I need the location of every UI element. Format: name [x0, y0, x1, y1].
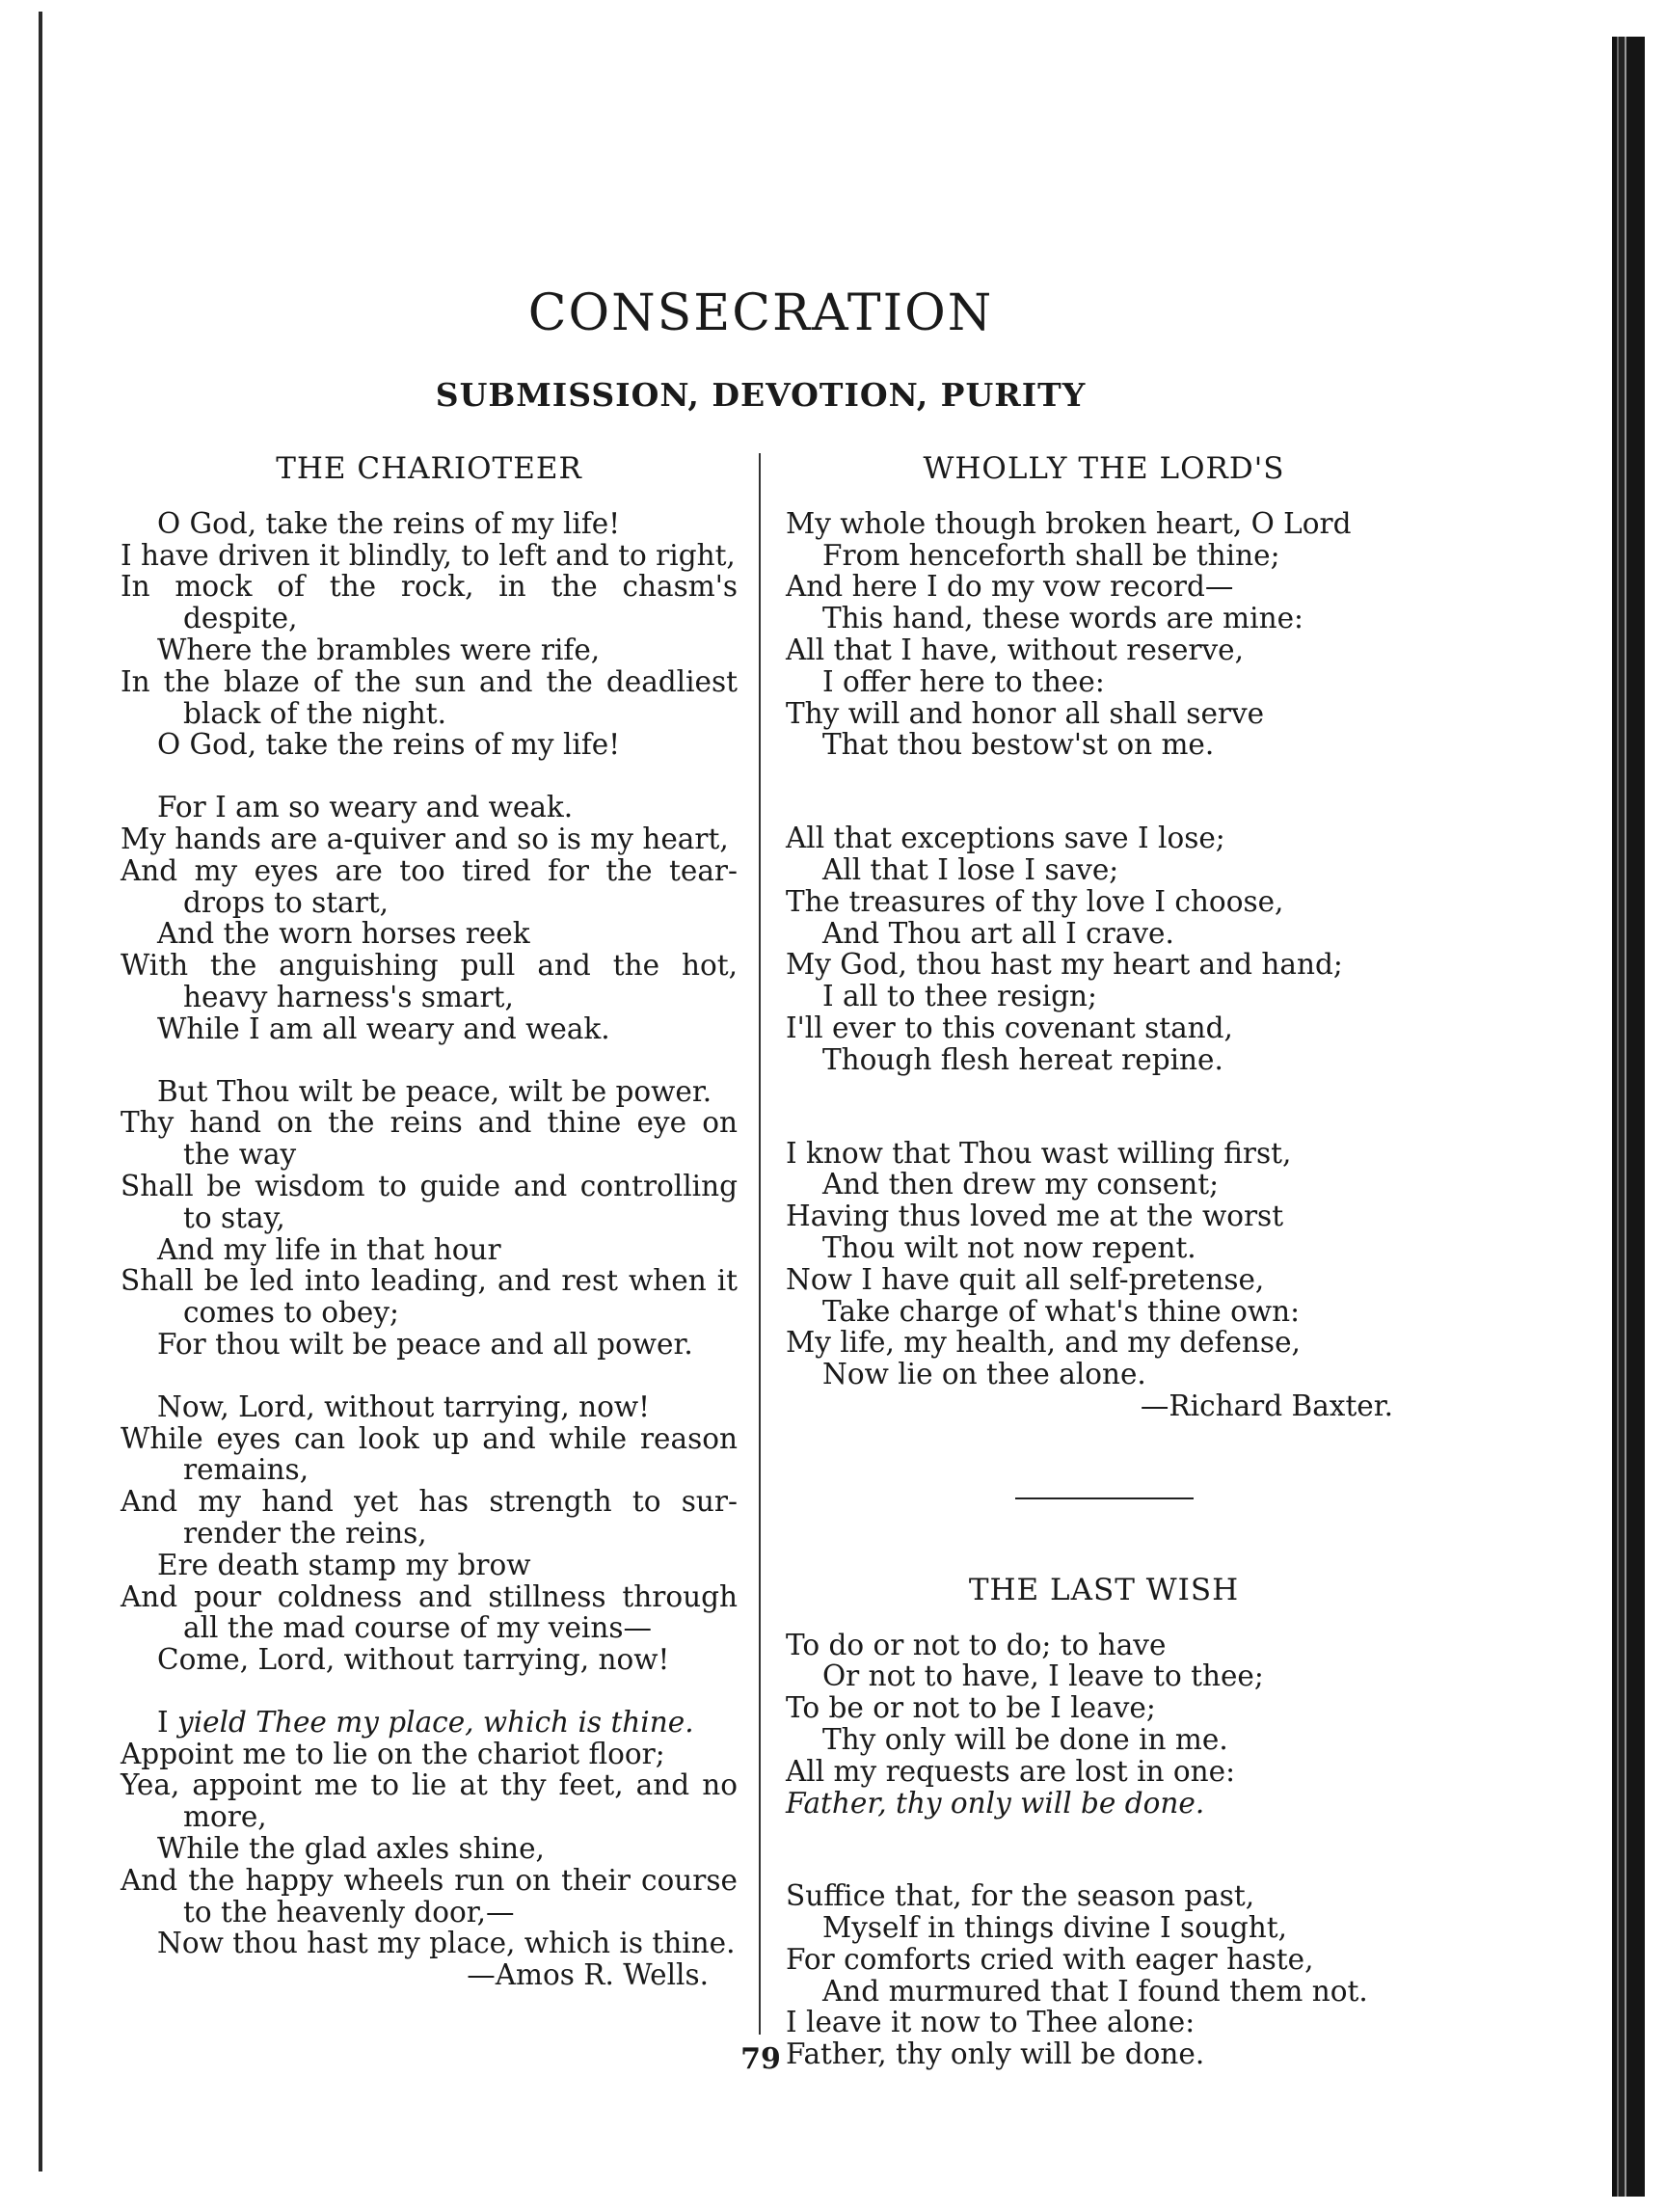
poem-line: From henceforth shall be thine;	[822, 538, 1280, 572]
charioteer-stanza-1	[121, 508, 738, 761]
poem-line: My life, my health, and my defense,	[786, 1326, 1301, 1360]
poem-line: With the anguishing pull and the hot, heavy harness's smart,	[121, 949, 738, 1013]
poem-line: Myself in things divine I sought,	[822, 1911, 1287, 1945]
poem-line: Now I have quit all self-pretense,	[786, 1262, 1265, 1296]
poem-line: All my requests are lost in one:	[786, 1754, 1236, 1788]
poem-line: Thy hand on the reins and thine eye on the way	[121, 1106, 738, 1172]
charioteer-stanza-3	[121, 1076, 738, 1361]
attribution-amos-wells: —Amos R. Wells.	[467, 1958, 709, 1992]
poem-line: And my eyes are too tired for the tear-drops to start,	[121, 853, 738, 919]
poem-line: I leave it now to Thee alone:	[786, 2006, 1196, 2039]
poem-line: All that I lose I save;	[822, 852, 1119, 886]
poem-line: Come, Lord, without tarrying, now!	[157, 1643, 670, 1677]
poem-line: O God, take the reins of my life!	[157, 728, 621, 762]
poem-line: Where the brambles were rife,	[157, 633, 601, 666]
poem-line: Thy only will be done in me.	[822, 1722, 1228, 1756]
poem-line: Thou wilt not now repent.	[822, 1230, 1196, 1264]
page-edge-right	[1612, 37, 1645, 2197]
poem-line: Having thus loved me at the worst	[786, 1200, 1284, 1233]
poem-line: And the happy wheels run on their course to the heavenly door,—	[121, 1863, 738, 1929]
poem-line: Or not to have, I leave to thee;	[822, 1659, 1264, 1693]
poem-line: O God, take the reins of my life!	[157, 506, 621, 540]
poem-line: And Thou art all I crave.	[822, 916, 1174, 950]
poem-line: All that I have, without reserve,	[786, 633, 1245, 666]
poem-line: Now, Lord, without tarrying, now!	[157, 1389, 650, 1423]
column-divider	[759, 453, 761, 2035]
poem-line: My hands are a-quiver and so is my heart,	[121, 822, 729, 855]
poem-line: For thou wilt be peace and all power.	[157, 1327, 693, 1361]
poem-line: Take charge of what's thine own:	[822, 1294, 1301, 1328]
poem-line: To do or not to do; to have	[786, 1628, 1167, 1661]
poem-line: Yea, appoint me to lie at thy feet, and no more,	[121, 1768, 738, 1834]
poem-line: That thou bestow'st on me.	[822, 728, 1215, 762]
poem-line: And then drew my consent;	[822, 1168, 1220, 1201]
poem-line-start: I	[157, 1705, 178, 1739]
poem-line: Shall be led into leading, and rest when it comes to obey;	[121, 1264, 738, 1330]
wholly-stanza-2	[786, 823, 1422, 1075]
attribution-richard-baxter: —Richard Baxter.	[1140, 1389, 1393, 1422]
lastwish-stanza-1	[786, 1630, 1422, 1820]
poem-line: I have driven it blindly, to left and to right,	[121, 538, 736, 572]
poem-line: Though flesh hereat repine.	[822, 1042, 1223, 1076]
poem-line: Thy will and honor all shall serve	[786, 696, 1265, 730]
poem-line: All that exceptions save I lose;	[786, 822, 1225, 855]
poem-title-charioteer: THE CHARIOTEER	[276, 451, 582, 486]
poem-line: Shall be wisdom to guide and controlling to stay,	[121, 1169, 738, 1234]
poem-line: I all to thee resign;	[822, 980, 1097, 1013]
poem-line: Ere death stamp my brow	[157, 1548, 531, 1581]
poem-line: While the glad axles shine,	[157, 1832, 545, 1866]
right-column	[786, 453, 1422, 2070]
poem-line: For I am so weary and weak.	[157, 791, 574, 824]
poem-line: And pour coldness and stillness through all the mad course of my veins—	[121, 1579, 738, 1645]
poem-line: I'll ever to this covenant stand,	[786, 1011, 1233, 1044]
page-subtitle: SUBMISSION, DEVOTION, PURITY	[435, 376, 1087, 414]
poem-line: Father, thy only will be done.	[786, 2037, 1205, 2071]
poem-line: While eyes can look up and while reason remains,	[121, 1421, 738, 1487]
poem-line: In the blaze of the sun and the deadliest black of the night.	[121, 664, 738, 730]
poem-line	[121, 1927, 738, 1992]
poem-line-italic: yield Thee my place, which is thine.	[177, 1705, 694, 1739]
charioteer-stanza-5	[121, 1705, 738, 1992]
poem-line: But Thou wilt be peace, wilt be power.	[157, 1074, 712, 1108]
poem-line: And my life in that hour	[157, 1232, 501, 1266]
poem-line: In mock of the rock, in the chasm's despite,	[121, 570, 738, 635]
wholly-stanza-3	[786, 1138, 1422, 1422]
poem-line: Father, thy only will be done.	[786, 1786, 1205, 1820]
poem-line: And my hand yet has strength to sur-render the reins,	[121, 1485, 738, 1550]
poem-line	[121, 1707, 738, 1739]
poem-line: Suffice that, for the season past,	[786, 1879, 1255, 1913]
poem-line-text: Now thou hast my place, which is thine.	[157, 1927, 736, 1960]
poem-line: While I am all weary and weak.	[157, 1012, 610, 1045]
section-divider-rule	[1015, 1497, 1194, 1499]
poem-line: This hand, these words are mine:	[822, 602, 1303, 635]
poem-title-wholly-the-lords: WHOLLY THE LORD'S	[923, 451, 1285, 486]
charioteer-stanza-4	[121, 1391, 738, 1676]
poem-line: The treasures of thy love I choose,	[786, 884, 1284, 918]
wholly-stanza-1	[786, 508, 1422, 761]
left-column	[121, 453, 738, 1991]
page-number: 79	[740, 2042, 781, 2076]
poem-line: I know that Thou wast willing first,	[786, 1136, 1292, 1170]
poem-line: For comforts cried with eager haste,	[786, 1942, 1314, 1976]
poem-title-last-wish: THE LAST WISH	[968, 1572, 1240, 1607]
poem-line: Now lie on thee alone.	[822, 1358, 1146, 1391]
poem-line: And the worn horses reek	[157, 917, 530, 951]
poem-line: My whole though broken heart, O Lord	[786, 506, 1352, 540]
poem-line: Appoint me to lie on the chariot floor;	[121, 1737, 665, 1770]
page-title: CONSECRATION	[527, 284, 994, 342]
poem-line: And murmured that I found them not.	[822, 1974, 1368, 2008]
poem-line: And here I do my vow record—	[786, 570, 1234, 604]
poem-line: My God, thou hast my heart and hand;	[786, 948, 1343, 982]
poem-line: To be or not to be I leave;	[786, 1691, 1156, 1725]
charioteer-stanza-2	[121, 792, 738, 1044]
poem-line: I offer here to thee:	[822, 664, 1105, 698]
